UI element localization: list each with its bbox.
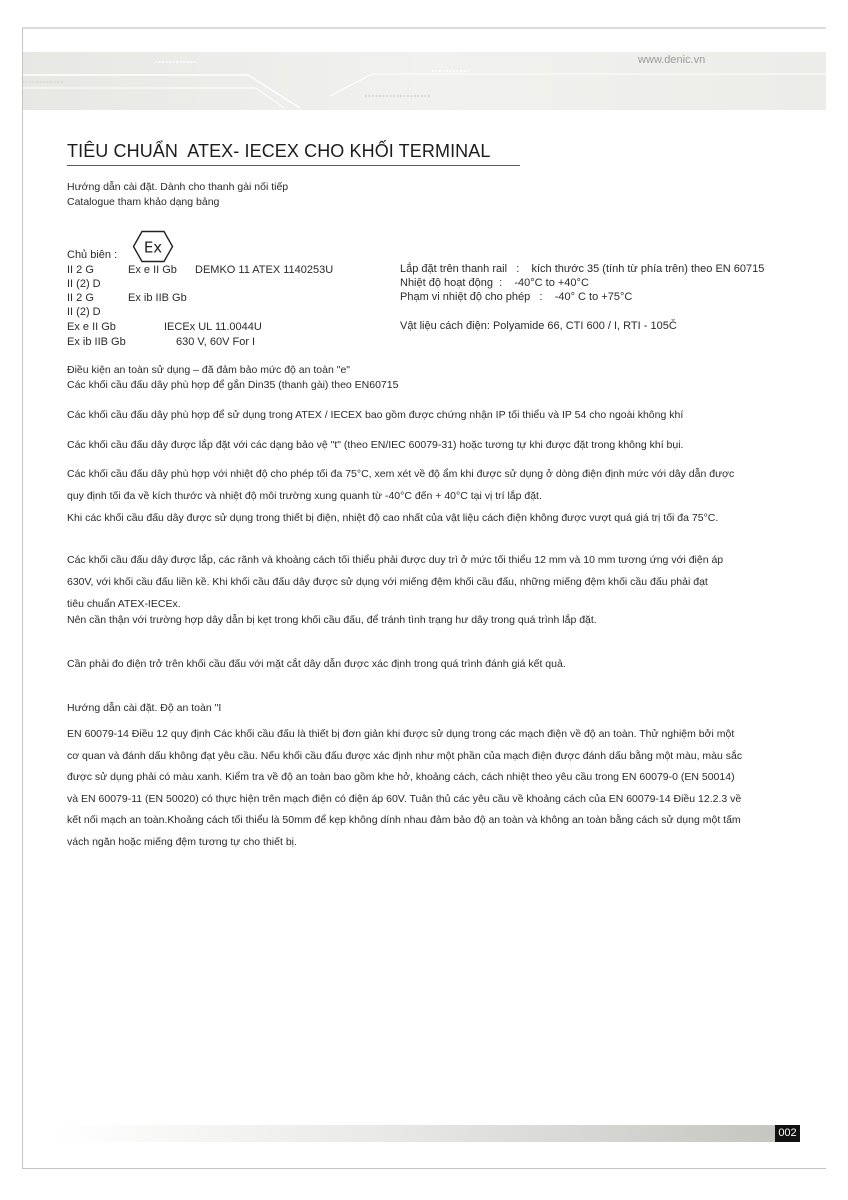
paragraph [67,549,723,631]
intro-line: Catalogue tham khảo dạng bảng [67,196,220,208]
cert-row [0,305,400,319]
title-underline [67,165,520,166]
left-border [22,28,23,1168]
cert-protection: Ex e II Gb [67,321,116,333]
cert-protection: Ex ib IIB Gb [67,336,126,348]
paragraph-line: Cần phải đo điện trở trên khối cầu đấu với mặt cắt dây dẫn được xác định trong quá trình đánh giá kết quả. [67,658,566,670]
paragraph [67,438,683,453]
paragraph-line: Các khối cầu đấu dây phù hợp với nhiệt độ cho phép tối đa 75°C, xem xét về độ ẩm khi được sử dụng ở dòng điện định mức với dây dẫn được [67,468,735,480]
spec-line: Lắp đặt trên thanh rail : kích thước 35 (tính từ phía trên) theo EN 60715 [400,263,765,275]
conditions-line: Các khối cầu đấu dây phù hợp để gắn Din35 (thanh gài) theo EN60715 [67,379,399,391]
section-heading [67,701,221,716]
cert-number: DEMKO 11 ATEX 1140253U [195,264,334,276]
conditions-line: Điều kiện an toàn sử dụng – đã đảm bảo mức độ an toàn "e" [67,364,351,376]
cert-row [0,291,400,305]
paragraph-line: Các khối cầu đấu dây được lắp đặt với các dạng bảo vệ "t" (theo EN/IEC 60079-31) hoặc tương tự khi được đặt trong không khí bụi. [67,439,684,451]
paragraph [67,657,566,672]
page-title: TIÊU CHUẨN ATEX- IECEX CHO KHỐI TERMINAL [67,141,491,161]
cert-row [0,320,400,334]
website-url: www.denic.vn [638,54,706,66]
paragraph-line: được sử dụng phải có màu xanh. Kiểm tra về độ an toàn bao gồm khe hở, khoảng cách, cách nhiệt theo yêu cầu trong EN 60079-0 (EN 50014) [67,771,735,784]
paragraph [67,408,683,423]
paragraph-line: kết nối mạch an toàn.Khoảng cách tối thiểu là 50mm để kẹp không dính nhau đảm bảo độ an toàn và không an toàn bằng cách sử dụng một tấm [67,814,741,827]
paragraph-line: và EN 60079-11 (EN 50020) có thực hiện trên mạch điện có điện áp 60V. Tuân thủ các yêu cầu về khoảng cách của EN 60079-14 Điều 12.2.3 về [67,792,742,805]
paragraph-line: quy định tối đa về kích thước và nhiệt độ môi trường xung quanh từ -40°C đến + 40°C tại vị trí lắp đặt. [67,490,542,502]
conditions-block [67,363,398,393]
cert-protection: Ex ib IIB Gb [128,292,187,304]
cert-group: II 2 G [67,292,94,304]
paragraph-line: Nên cần thận với trường hợp dây dẫn bị kẹt trong khối cầu đấu, để tránh tình trạng hư dây trong quá trình lắp đặt. [67,614,597,626]
paragraph-line: EN 60079-14 Điều 12 quy định Các khối cầu đấu là thiết bị đơn giản khi được sử dụng trong các mạch điện về độ an toàn. Thử nghiệm bởi một [67,728,735,740]
certification-label: Chủ biên : [67,249,118,261]
page-number: 002 [775,1125,800,1142]
paragraph-line: Khi các khối cầu đấu dây được sử dụng trong thiết bị điện, nhiệt độ cao nhất của vật liệu cách điện không được vượt quá giá trị tối đa 75°C. [67,512,719,524]
paragraph [67,463,734,529]
safety-paragraph [67,724,742,854]
intro-line: Hướng dẫn cài đặt. Dành cho thanh gài nối tiếp [67,181,289,193]
cert-rating: 630 V, 60V For I [176,336,256,348]
paragraph-line: vách ngăn hoặc miếng đệm tương tự cho thiết bị. [67,835,297,848]
cert-group: II (2) D [67,278,101,290]
header-band [22,52,826,110]
cert-group: II 2 G [67,264,94,276]
paragraph-line: 630V, với khối cầu đấu liền kề. Khi khối cầu đấu dây được sử dụng với miếng đệm khối cầu đấu, những miếng đệm khối cầu đấu phải đạt [67,576,708,588]
header-decoration [0,0,848,120]
spec-line: Vật liệu cách điện: Polyamide 66, CTI 600 / I, RTI - 105Č [400,320,677,332]
cert-protection: Ex e II Gb [128,264,177,276]
cert-row [0,335,400,349]
paragraph-line: cơ quan và đánh dấu không đạt yêu cầu. Nếu khối cầu đấu được xác định như một phần của mạch điện được đánh dấu bằng một màu, màu sắc [67,749,743,762]
cert-row [0,263,400,277]
ex-symbol-icon [132,230,174,263]
bottom-border [22,1168,826,1169]
paragraph-line: tiêu chuẩn ATEX-IECEx. [67,598,181,610]
cert-group: II (2) D [67,306,101,318]
section-heading-text: Hướng dẫn cài đặt. Độ an toàn "I [67,702,222,714]
spec-line: Nhiệt độ hoạt động : -40°C to +40°C [400,277,589,289]
intro-block [67,180,288,210]
ex-symbol-text: Ex [143,238,163,257]
paragraph-line: Các khối cầu đấu dây phù hợp để sử dụng trong ATEX / IECEX bao gồm được chứng nhận IP tối thiểu và IP 54 cho ngoài không khí [67,409,684,421]
cert-number: IECEx UL 11.0044U [164,321,262,333]
spec-line: Phạm vi nhiệt độ cho phép : -40° C to +75°C [400,291,633,303]
footer-band [55,1125,775,1142]
paragraph-line: Các khối cầu đấu dây được lắp, các rãnh và khoảng cách tối thiểu phải được duy trì ở mức tối thiểu 12 mm và 10 mm tương ứng với điện áp [67,554,724,566]
cert-row [0,277,400,291]
